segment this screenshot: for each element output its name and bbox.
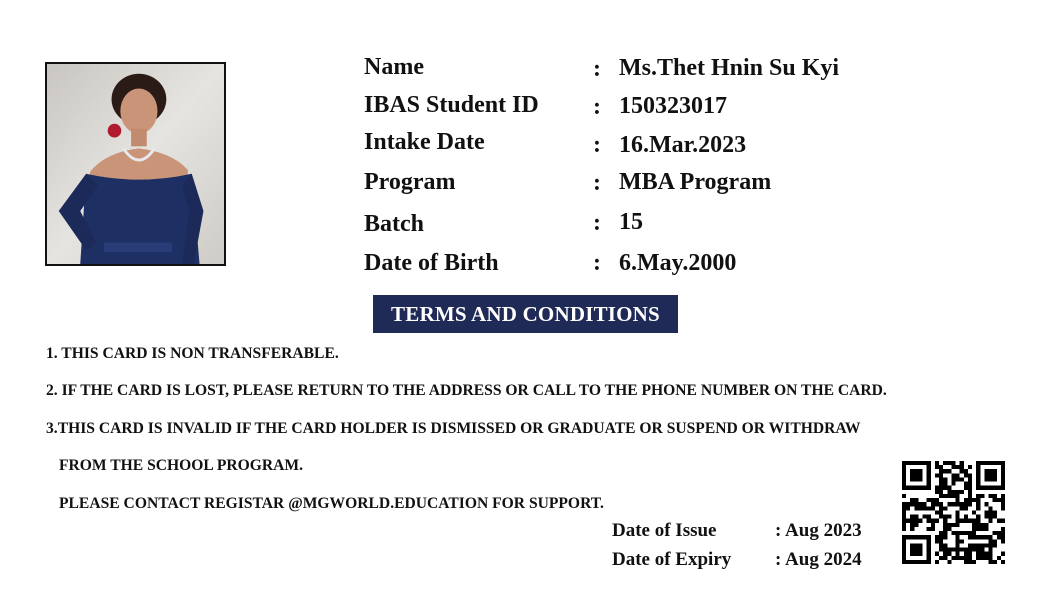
name-colon: : — [593, 56, 601, 82]
terms-heading: TERMS AND CONDITIONS — [373, 295, 678, 333]
student-id-colon: : — [593, 94, 601, 120]
term-2: 2. IF THE CARD IS LOST, PLEASE RETURN TO THE ADDRESS OR CALL TO THE PHONE NUMBER ON THE CARD. — [46, 382, 887, 399]
batch-colon: : — [593, 210, 601, 236]
date-of-birth-label: Date of Birth — [364, 250, 499, 276]
issue-date-label: Date of Issue — [612, 520, 717, 541]
batch-value: 15 — [619, 209, 643, 235]
program-label: Program — [364, 169, 456, 195]
date-of-birth-colon: : — [593, 250, 601, 276]
student-photo — [45, 62, 226, 266]
term-3: 3.THIS CARD IS INVALID IF THE CARD HOLDER IS DISMISSED OR GRADUATE OR SUSPEND OR WITHDRAW — [46, 420, 861, 437]
term-1: 1. THIS CARD IS NON TRANSFERABLE. — [46, 345, 339, 362]
support-contact: PLEASE CONTACT REGISTAR @MGWORLD.EDUCATION FOR SUPPORT. — [59, 495, 604, 512]
name-value: Ms.Thet Hnin Su Kyi — [619, 55, 840, 81]
student-id-value: 150323017 — [619, 93, 727, 119]
program-value: MBA Program — [619, 169, 772, 195]
name-label: Name — [364, 54, 424, 80]
intake-date-label: Intake Date — [364, 129, 485, 155]
term-3-continued: FROM THE SCHOOL PROGRAM. — [59, 457, 304, 474]
batch-label: Batch — [364, 211, 424, 237]
qr-code-icon — [902, 461, 1005, 564]
expiry-date-value: : Aug 2024 — [775, 549, 862, 570]
program-colon: : — [593, 170, 601, 196]
intake-date-value: 16.Mar.2023 — [619, 132, 747, 158]
issue-date-value: : Aug 2023 — [775, 520, 862, 541]
intake-date-colon: : — [593, 132, 601, 158]
date-of-birth-value: 6.May.2000 — [619, 250, 737, 276]
student-id-label: IBAS Student ID — [364, 92, 539, 118]
expiry-date-label: Date of Expiry — [612, 549, 732, 570]
